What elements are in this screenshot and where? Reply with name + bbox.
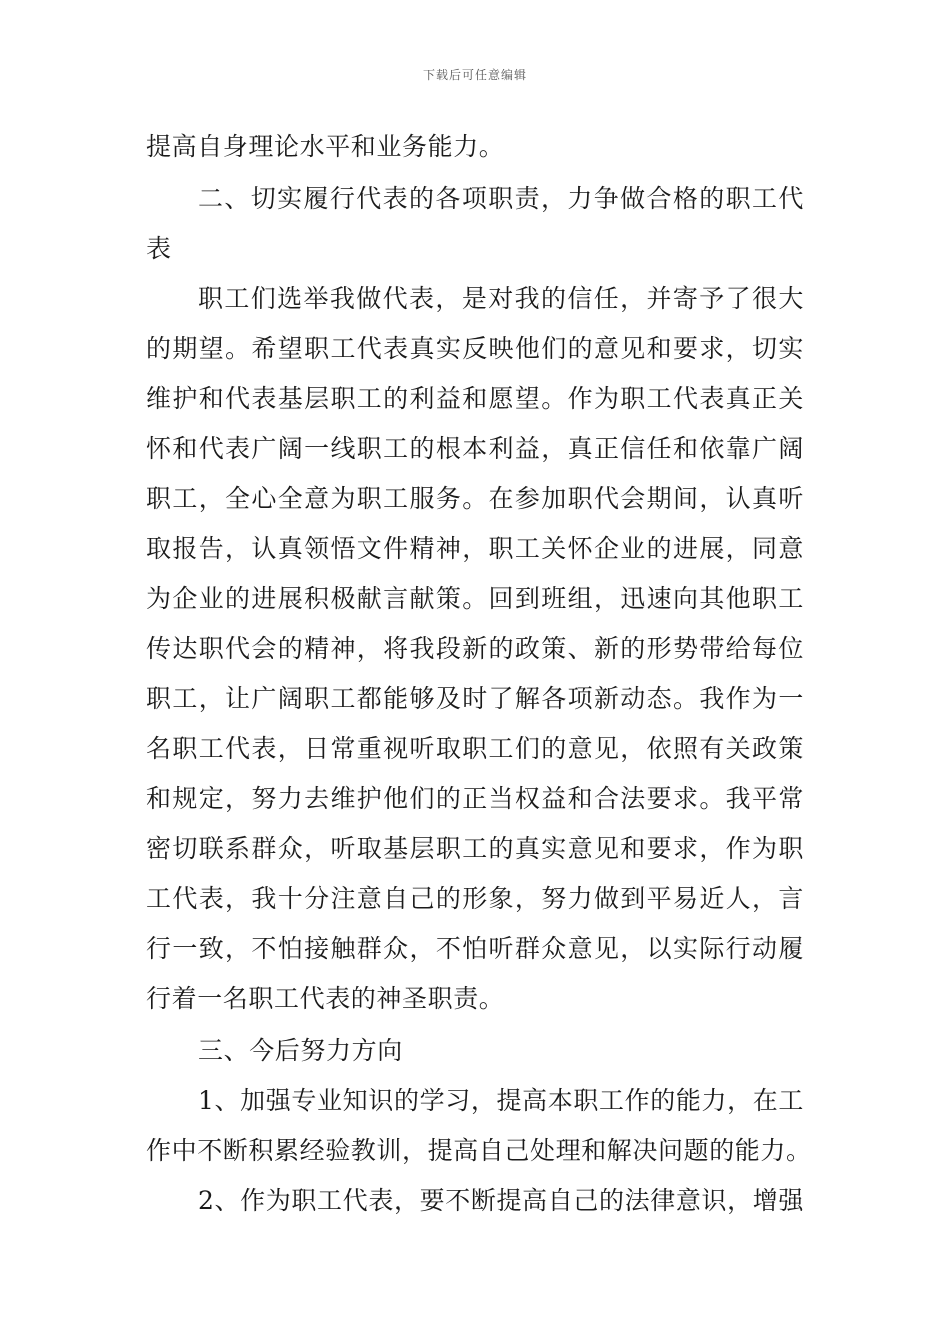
text-line: 作中不断积累经验教训，提高自己处理和解决问题的能力。 (146, 1136, 812, 1165)
text-line: 行一致，不怕接触群众，不怕听群众意见，以实际行动履 (146, 934, 804, 963)
text-line: 工代表，我十分注意自己的形象，努力做到平易近人，言 (146, 884, 804, 913)
text-line: 1、加强专业知识的学习，提高本职工作的能力，在工 (198, 1086, 804, 1115)
text-line: 名职工代表，日常重视听取职工们的意见，依照有关政策 (146, 734, 804, 763)
text-line: 怀和代表广阔一线职工的根本利益，真正信任和依靠广阔 (146, 434, 804, 463)
download-note: 下载后可任意编辑 (422, 68, 527, 82)
section-heading: 二、切实履行代表的各项职责，力争做合格的职工代 (198, 184, 804, 213)
text-line: 职工们选举我做代表，是对我的信任，并寄予了很大 (198, 284, 804, 313)
section-heading: 三、今后努力方向 (198, 1036, 403, 1065)
text-line: 传达职代会的精神，将我段新的政策、新的形势带给每位 (146, 634, 804, 663)
text-line: 2、作为职工代表，要不断提高自己的法律意识，增强 (198, 1186, 804, 1215)
text-line: 和规定，努力去维护他们的正当权益和合法要求。我平常 (146, 784, 804, 813)
text-line: 职工，让广阔职工都能够及时了解各项新动态。我作为一 (146, 684, 804, 713)
text-line: 行着一名职工代表的神圣职责。 (146, 984, 505, 1013)
section-heading-cont: 表 (146, 234, 172, 263)
text-line: 的期望。希望职工代表真实反映他们的意见和要求，切实 (146, 334, 804, 363)
text-line: 取报告，认真领悟文件精神，职工关怀企业的进展，同意 (146, 534, 804, 563)
text-line: 提高自身理论水平和业务能力。 (146, 132, 505, 161)
text-line: 密切联系群众，听取基层职工的真实意见和要求，作为职 (146, 834, 804, 863)
text-line: 职工，全心全意为职工服务。在参加职代会期间，认真听 (146, 484, 804, 513)
text-line: 为企业的进展积极献言献策。回到班组，迅速向其他职工 (146, 584, 804, 613)
text-line: 维护和代表基层职工的利益和愿望。作为职工代表真正关 (146, 384, 804, 413)
